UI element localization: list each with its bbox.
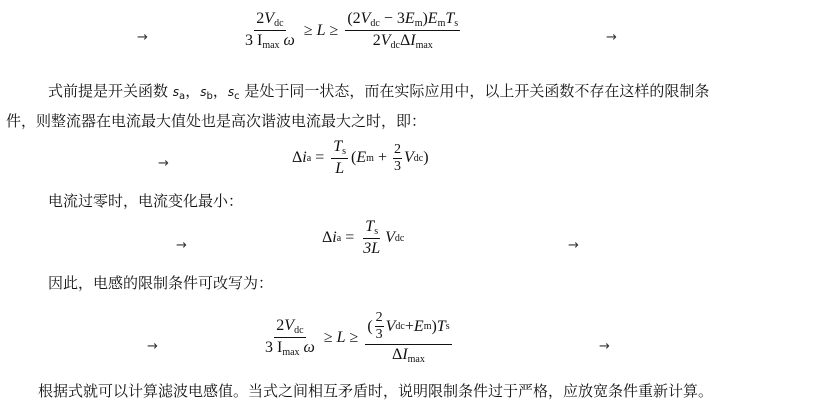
arrow-marker: → bbox=[568, 238, 579, 253]
equation-2: Δ i a = $\frac{T_s}{L}$ ( E m + $\frac{2}{3}$ V dc ) bbox=[292, 138, 429, 177]
paragraph-2: 电流过零时，电流变化最小： bbox=[48, 192, 244, 210]
paragraph-3: 因此，电感的限制条件可改写为： bbox=[48, 274, 274, 292]
eq1-rhs-fraction: $\frac{(2V_{dc} - 3E_m)E_mT_s}{2V_{dc}\Delta I_{max}}$ bbox=[347, 10, 459, 51]
equation-1: $\frac{2V_{dc}}{3 I_{max} \omega}$ ≥ L ≥ $\frac{(2V_{dc} - 3E_m)E_mT_s}{2V_{dc}\Delta I_{max}}$ bbox=[245, 10, 459, 51]
eq1-lhs-fraction: $\frac{2V_{dc}}{3 I_{max} \omega}$ bbox=[245, 10, 295, 51]
arrow-marker: → bbox=[147, 339, 158, 354]
arrow-marker: → bbox=[137, 30, 148, 45]
arrow-marker: → bbox=[176, 238, 187, 253]
paragraph-1-line-1: 式前提是开关函数 $s_a$，$s_b$，$s_c$ 是处于同一状态，而在实际应用中，以上开关函数不存在这样的限制条 bbox=[48, 82, 710, 102]
equation-3: Δ i a = $\frac{T_s}{3L}$ V dc bbox=[322, 218, 405, 257]
paragraph-1-line-2: 件，则整流器在电流最大值处也是高次谐波电流最大之时，即： bbox=[6, 112, 427, 130]
arrow-marker: → bbox=[606, 30, 617, 45]
equation-4: $\frac{2V_{dc}}{3 I_{max} \omega}$ ≥ L ≥ ( $\frac{2}{3}$ V dc + E m ) T s $\Delta I_{max}$ bbox=[265, 310, 450, 365]
paragraph-4: 根据式就可以计算滤波电感值。当式之间相互矛盾时，说明限制条件过于严格，应放宽条件重新计算。 bbox=[38, 382, 714, 400]
arrow-marker: → bbox=[158, 156, 169, 171]
arrow-marker: → bbox=[599, 339, 610, 354]
